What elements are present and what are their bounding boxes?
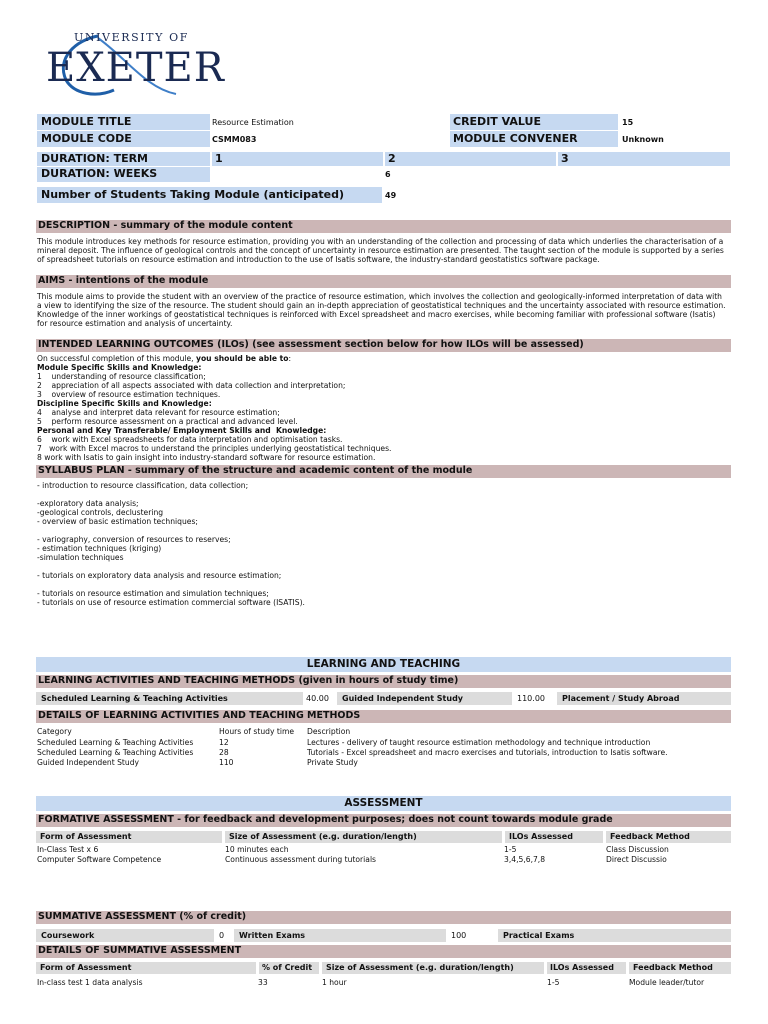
learning-cell: 12 [219,738,229,747]
written-label: Written Exams [239,931,306,940]
syllabus-line [37,490,727,499]
duration-term-label: DURATION: TERM [41,152,149,165]
ilos-intro: On successful completion of this module, you should be able to: [37,354,292,363]
learning-cell: Tutorials - Excel spreadsheet and macro exercises and tutorials, introduction to Isatis software. [307,748,668,757]
syllabus-line: - tutorials on exploratory data analysis and resource estimation; [37,571,282,580]
learning-cell: 28 [219,748,229,757]
formative-cell: Computer Software Competence [37,855,162,864]
description-text: This module introduces key methods for resource estimation, providing you with an understanding of the collection and processing of data which underlies the characterisation of a mineral deposit. The influence of geological controls and the concept of uncertainty in resource estimation are presented. The taught section of the module is supported by a series of spreadsheet tutorials on resource estimation and introduction to the use of Isatis software, the industry-standard geostatistics software package. [37,237,724,264]
formative-cell: 1-5 [504,845,517,854]
formative-col-feedback: Feedback Method [610,832,690,841]
syllabus-line: -geological controls, declustering [37,508,164,517]
summative-details-heading: DETAILS OF SUMMATIVE ASSESSMENT [36,945,731,958]
formative-col-size: Size of Assessment (e.g. duration/length) [229,832,417,841]
credit-value: 15 [622,118,634,127]
term-1: 1 [215,152,223,165]
learning-col-category: Category [37,727,72,736]
learning-cell: Lectures - delivery of taught resource estimation methodology and technique introduction [307,738,651,747]
summative-cell: 33 [258,978,268,987]
assessment-banner-title: ASSESSMENT [344,797,423,809]
learning-details-heading: DETAILS OF LEARNING ACTIVITIES AND TEACHING METHODS [36,710,731,723]
duration-weeks-label: DURATION: WEEKS [41,167,158,180]
formative-table [0,845,768,867]
learning-banner-title: LEARNING AND TEACHING [306,658,461,670]
written-value: 100 [451,931,467,940]
formative-col-ilos: ILOs Assessed [509,832,573,841]
summative-cell: Module leader/tutor [629,978,705,987]
learning-cell: Scheduled Learning & Teaching Activities [37,748,194,757]
module-code-label: MODULE CODE [41,132,132,145]
formative-cell: 3,4,5,6,7,8 [504,855,546,864]
summative-cell: 1-5 [547,978,560,987]
module-title-label: MODULE TITLE [41,115,132,128]
ilo-item: 1 understanding of resource classification; [37,372,206,381]
learning-col-hours: Hours of study time [219,727,295,736]
coursework-label: Coursework [41,931,95,940]
summative-col-size: Size of Assessment (e.g. duration/length) [326,963,514,972]
sched-value: 40.00 [306,694,329,703]
ilo-item: 7 work with Excel macros to understand the principles underlying geostatistical techniques. [37,444,392,453]
syllabus-line: - tutorials on resource estimation and simulation techniques; [37,589,269,598]
ilos-heading: INTENDED LEARNING OUTCOMES (ILOs) (see assessment section below for how ILOs will be assessed) [36,339,731,352]
learning-cell: Guided Independent Study [37,758,140,767]
learning-cell: Scheduled Learning & Teaching Activities [37,738,194,747]
learning-activities-heading: LEARNING ACTIVITIES AND TEACHING METHODS (given in hours of study time) [36,675,731,688]
ilo-item: 2 appreciation of all aspects associated with data collection and interpretation; [37,381,346,390]
ilo-section-heading: Module Specific Skills and Knowledge: [37,363,202,372]
students-value: 49 [385,191,397,200]
coursework-value: 0 [219,931,225,940]
aims-heading: AIMS - intentions of the module [36,275,731,288]
syllabus-line: - estimation techniques (kriging) [37,544,162,553]
formative-cell: Continuous assessment during tutorials [225,855,377,864]
formative-cell: 10 minutes each [225,845,289,854]
logo-line1: UNIVERSITY OF [74,31,189,44]
summative-col-form: Form of Assessment [40,963,132,972]
term-3: 3 [561,152,569,165]
syllabus-line: -exploratory data analysis; [37,499,139,508]
credit-value-label: CREDIT VALUE [453,115,541,128]
syllabus-heading: SYLLABUS PLAN - summary of the structure and academic content of the module [36,465,731,478]
ilo-section-heading: Discipline Specific Skills and Knowledge: [37,399,212,408]
formative-cell: Class Discussion [606,845,669,854]
aims-text: This module aims to provide the student with an overview of the practice of resource estimation, which involves the collection and geologically-informed interpretation of data with a view to identifying the size of the resource. The student should gain an in-depth appreciation of geostatistical techniques and the uncertainty associated with resource estimation. Knowledge of the inner workings of geostatistical techniques is reinforced with Excel spreadsheet and macro exercises, while becoming familiar with professional software (Isatis) for resource estimation and analysis of uncertainty. [37,292,726,328]
formative-col-form: Form of Assessment [40,832,132,841]
syllabus-line [37,580,727,589]
syllabus-line [37,526,727,535]
guided-value: 110.00 [517,694,545,703]
placement-label: Placement / Study Abroad [562,694,680,703]
summative-col-feedback: Feedback Method [633,963,713,972]
ilo-section-heading: Personal and Key Transferable/ Employment Skills and Knowledge: [37,426,327,435]
university-logo [36,28,225,98]
students-label: Number of Students Taking Module (anticipated) [41,188,344,201]
practical-label: Practical Exams [503,931,575,940]
formative-heading: FORMATIVE ASSESSMENT - for feedback and development purposes; does not count towards module grade [36,814,731,827]
syllabus-list [37,481,727,607]
ilo-item: 6 work with Excel spreadsheets for data interpretation and optimisation tasks. [37,435,343,444]
term-2: 2 [388,152,396,165]
module-title-value: Resource Estimation [212,118,294,127]
module-convener-label: MODULE CONVENER [453,132,578,145]
ilo-item: 4 analyse and interpret data relevant for resource estimation; [37,408,280,417]
summative-table [0,978,768,990]
ilo-item: 8 work with Isatis to gain insight into industry-standard software for resource estimation. [37,453,376,462]
syllabus-line: - overview of basic estimation techniques; [37,517,198,526]
summative-cell: 1 hour [322,978,347,987]
summative-col-ilos: ILOs Assessed [550,963,614,972]
summative-col-credit: % of Credit [262,963,313,972]
learning-table [0,738,768,768]
ilo-list [37,363,727,462]
syllabus-line [37,562,727,571]
duration-weeks-value: 6 [385,170,391,179]
syllabus-line: - tutorials on use of resource estimation commercial software (ISATIS). [37,598,305,607]
ilo-item: 5 perform resource assessment on a practical and advanced level. [37,417,298,426]
module-convener-value: Unknown [622,135,664,144]
sched-label: Scheduled Learning & Teaching Activities [41,694,228,703]
syllabus-line: - variography, conversion of resources to reserves; [37,535,231,544]
ilo-item: 3 overview of resource estimation techniques. [37,390,221,399]
module-code-value: CSMM083 [212,135,257,144]
description-heading: DESCRIPTION - summary of the module content [36,220,731,233]
syllabus-line: -simulation techniques [37,553,124,562]
learning-cell: 110 [219,758,234,767]
syllabus-line: - introduction to resource classification, data collection; [37,481,249,490]
summative-cell: In-class test 1 data analysis [37,978,143,987]
logo-line2: EXETER [46,45,225,91]
formative-cell: Direct Discussio [606,855,667,864]
summative-heading: SUMMATIVE ASSESSMENT (% of credit) [36,911,731,924]
formative-cell: In-Class Test x 6 [37,845,99,854]
guided-label: Guided Independent Study [342,694,464,703]
learning-cell: Private Study [307,758,358,767]
learning-col-description: Description [307,727,351,736]
